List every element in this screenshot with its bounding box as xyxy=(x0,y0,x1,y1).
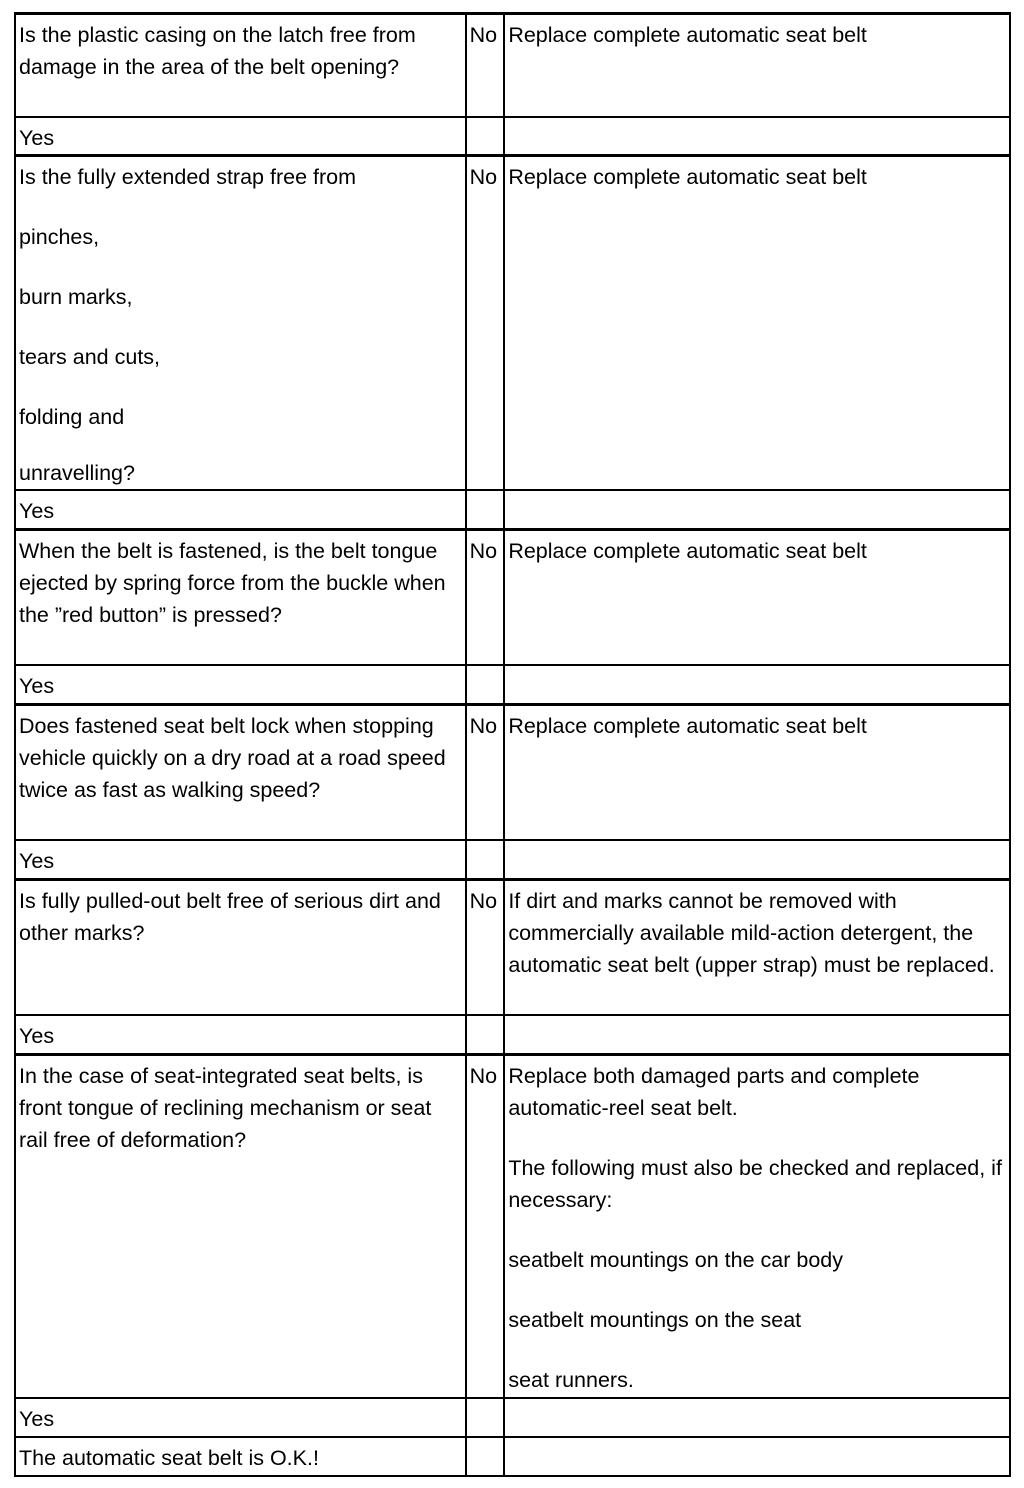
question-row-5 xyxy=(15,879,1010,1015)
question-cell xyxy=(15,1054,466,1398)
no-cell xyxy=(466,704,505,840)
question-row-3 xyxy=(15,529,1010,665)
answer-row-2 xyxy=(15,490,1010,529)
no-cell xyxy=(466,879,505,1015)
answer-row-6 xyxy=(15,1398,1010,1437)
no-label: No xyxy=(469,713,498,738)
yes-label: Yes xyxy=(19,1024,55,1048)
empty-cell xyxy=(504,1015,1010,1054)
remedy-cell xyxy=(504,156,1010,491)
answer-row-3 xyxy=(15,665,1010,704)
no-label: No xyxy=(469,888,498,913)
remedy-text: The following must also be checked and replaced, if necessary: xyxy=(508,1155,1002,1212)
result-text: The automatic seat belt is O.K.! xyxy=(19,1446,319,1470)
empty-cell xyxy=(504,1398,1010,1437)
no-label: No xyxy=(469,23,498,47)
question-text: Does fastened seat belt lock when stopping vehicle quickly on a dry road at a road speed twice as fast as walking speed? xyxy=(19,713,446,802)
yes-label: Yes xyxy=(19,125,55,150)
remedy-cell xyxy=(504,529,1010,665)
question-cell xyxy=(15,156,466,491)
question-text: In the case of seat-integrated seat belts, is front tongue of reclining mechanism or seat rail free of deformation? xyxy=(19,1063,432,1152)
question-text: Is the fully extended strap free from xyxy=(19,165,356,189)
remedy-cell xyxy=(504,1054,1010,1398)
yes-label: Yes xyxy=(19,1407,55,1431)
remedy-list-item: seatbelt mountings on the seat xyxy=(508,1307,802,1332)
answer-cell xyxy=(15,490,466,529)
answer-cell xyxy=(15,117,466,156)
answer-row-4 xyxy=(15,840,1010,879)
remedy-cell xyxy=(504,704,1010,840)
empty-cell xyxy=(504,490,1010,529)
question-list-item: unravelling? xyxy=(19,461,135,485)
empty-cell xyxy=(466,665,505,704)
empty-cell xyxy=(466,490,505,529)
question-text: Is fully pulled-out belt free of serious dirt and other marks? xyxy=(19,888,441,945)
empty-cell xyxy=(466,1015,505,1054)
no-label: No xyxy=(469,538,498,563)
answer-cell xyxy=(15,1398,466,1437)
question-list-item: burn marks, xyxy=(19,285,133,309)
yes-label: Yes xyxy=(19,674,55,698)
remedy-list-item: seatbelt mountings on the car body xyxy=(508,1247,843,1272)
empty-cell xyxy=(504,840,1010,879)
result-row xyxy=(15,1437,1010,1476)
remedy-list-item: seat runners. xyxy=(508,1367,634,1392)
question-cell xyxy=(15,529,466,665)
empty-cell xyxy=(466,1437,505,1476)
no-cell xyxy=(466,14,505,117)
question-row-4 xyxy=(15,704,1010,840)
empty-cell xyxy=(504,1437,1010,1476)
answer-row-5 xyxy=(15,1015,1010,1054)
question-cell xyxy=(15,14,466,117)
remedy-text: Replace complete automatic seat belt xyxy=(508,165,867,189)
remedy-cell xyxy=(504,14,1010,117)
answer-cell xyxy=(15,840,466,879)
empty-cell xyxy=(504,117,1010,156)
empty-cell xyxy=(466,840,505,879)
remedy-text: If dirt and marks cannot be removed with commercially available mild-action detergent, the automatic seat belt (upper strap) must be replaced. xyxy=(508,888,995,977)
question-text: When the belt is fastened, is the belt tongue ejected by spring force from the buckle when the ”red button” is pressed? xyxy=(19,538,446,627)
remedy-text: Replace complete automatic seat belt xyxy=(508,23,867,47)
question-row-2 xyxy=(15,156,1010,491)
no-label: No xyxy=(469,165,498,189)
no-cell xyxy=(466,529,505,665)
remedy-text: Replace complete automatic seat belt xyxy=(508,538,867,563)
no-cell xyxy=(466,156,505,491)
question-list-item: folding and xyxy=(19,405,125,429)
yes-label: Yes xyxy=(19,849,55,873)
yes-label: Yes xyxy=(19,499,55,523)
empty-cell xyxy=(466,1398,505,1437)
question-text: Is the plastic casing on the latch free from damage in the area of the belt opening? xyxy=(19,23,416,79)
remedy-text: Replace both damaged parts and complete automatic-reel seat belt. xyxy=(508,1063,920,1120)
question-cell xyxy=(15,704,466,840)
question-row-6 xyxy=(15,1054,1010,1398)
question-list-item: pinches, xyxy=(19,225,100,249)
remedy-text: Replace complete automatic seat belt xyxy=(508,713,867,738)
answer-cell xyxy=(15,1015,466,1054)
no-cell xyxy=(466,1054,505,1398)
question-cell xyxy=(15,879,466,1015)
remedy-cell xyxy=(504,879,1010,1015)
empty-cell xyxy=(504,665,1010,704)
inspection-table xyxy=(14,12,1011,1477)
question-row-1 xyxy=(15,14,1010,117)
question-list-item: tears and cuts, xyxy=(19,345,161,369)
empty-cell xyxy=(466,117,505,156)
answer-row-1 xyxy=(15,117,1010,156)
no-label: No xyxy=(469,1063,498,1088)
answer-cell xyxy=(15,665,466,704)
result-cell xyxy=(15,1437,466,1476)
